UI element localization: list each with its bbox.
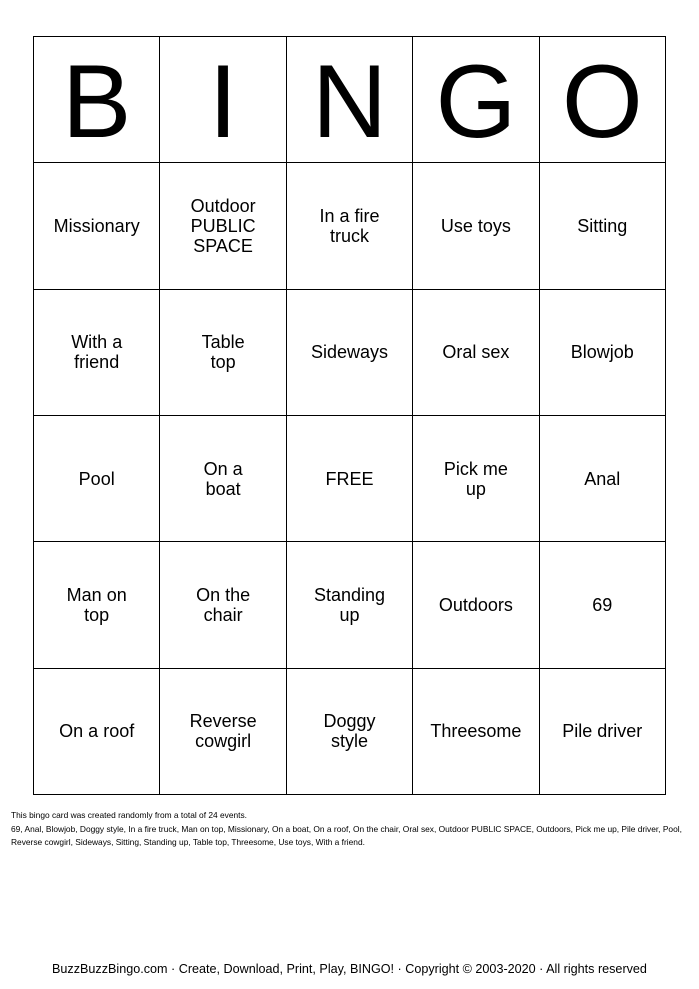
- free-space-cell: [287, 416, 413, 542]
- bingo-cell: [287, 290, 413, 416]
- bingo-cell: [413, 542, 539, 668]
- cell-text: Standing up: [313, 584, 386, 625]
- cell-text: Outdoors: [438, 594, 513, 615]
- header-letter-n: N: [287, 37, 413, 163]
- bingo-cell: [160, 290, 286, 416]
- bingo-cell: [34, 416, 160, 542]
- bingo-cell: [540, 542, 666, 668]
- bingo-cell: [34, 542, 160, 668]
- cell-text: Use toys: [440, 215, 511, 236]
- header-letter-g: G: [413, 37, 539, 163]
- bingo-cell: [540, 669, 666, 795]
- card-info-events: 69, Anal, Blowjob, Doggy style, In a fire truck, Man on top, Missionary, On a boat, On a roof, On the chair, Oral sex, Outdoor PUBLIC SPACE, Outdoors, Pick me up, Pile driver, Pool, Reverse cowgirl, Sideways, Sitting, Standing up, Table top, Threesome, Use toys, With a friend.: [11, 823, 682, 847]
- cell-text: 69: [592, 594, 613, 615]
- cell-text: Threesome: [430, 721, 522, 742]
- header-letter-o: O: [540, 37, 666, 163]
- bingo-cell: [34, 669, 160, 795]
- cell-text: Man on top: [66, 584, 127, 625]
- cell-text: Pile driver: [562, 721, 643, 742]
- cell-text: Reverse cowgirl: [189, 711, 257, 752]
- header-letter-b: B: [34, 37, 160, 163]
- cell-text: Outdoor PUBLIC SPACE: [190, 195, 256, 256]
- bingo-cell: [413, 669, 539, 795]
- cell-text: Anal: [584, 468, 621, 489]
- bingo-cell: [413, 290, 539, 416]
- bingo-cell: [540, 416, 666, 542]
- cell-text: Oral sex: [442, 342, 510, 363]
- bingo-cell: [160, 416, 286, 542]
- cell-text: Doggy style: [323, 711, 376, 752]
- cell-text: Sitting: [577, 215, 628, 236]
- card-info-summary: This bingo card was created randomly from a total of 24 events.: [11, 810, 248, 820]
- bingo-cell: [413, 163, 539, 289]
- cell-text: Table top: [201, 332, 245, 373]
- header-letter-i: I: [160, 37, 286, 163]
- cell-text: Pool: [78, 468, 115, 489]
- bingo-cell: [287, 542, 413, 668]
- card-info: [11, 809, 687, 850]
- cell-text: Missionary: [53, 215, 140, 236]
- cell-text: Blowjob: [570, 342, 634, 363]
- cell-text: Pick me up: [443, 458, 508, 499]
- bingo-cell: [287, 669, 413, 795]
- bingo-cell: [34, 163, 160, 289]
- bingo-cell: [160, 163, 286, 289]
- bingo-cell: [160, 542, 286, 668]
- cell-text: On a roof: [59, 721, 135, 742]
- cell-text: On the chair: [196, 584, 251, 625]
- bingo-cell: [413, 416, 539, 542]
- bingo-cell: [540, 163, 666, 289]
- page-footer: BuzzBuzzBingo.com · Create, Download, Print, Play, BINGO! · Copyright © 2003-2020 · All rights reserved: [52, 962, 647, 976]
- cell-text: Sideways: [310, 342, 389, 363]
- cell-text: On a boat: [203, 458, 243, 499]
- cell-text: With a friend: [71, 332, 123, 373]
- cell-text: In a fire truck: [319, 205, 380, 246]
- cell-text: FREE: [325, 468, 374, 489]
- bingo-card: [33, 36, 666, 795]
- bingo-cell: [540, 290, 666, 416]
- bingo-cell: [287, 163, 413, 289]
- bingo-cell: [34, 290, 160, 416]
- bingo-cell: [160, 669, 286, 795]
